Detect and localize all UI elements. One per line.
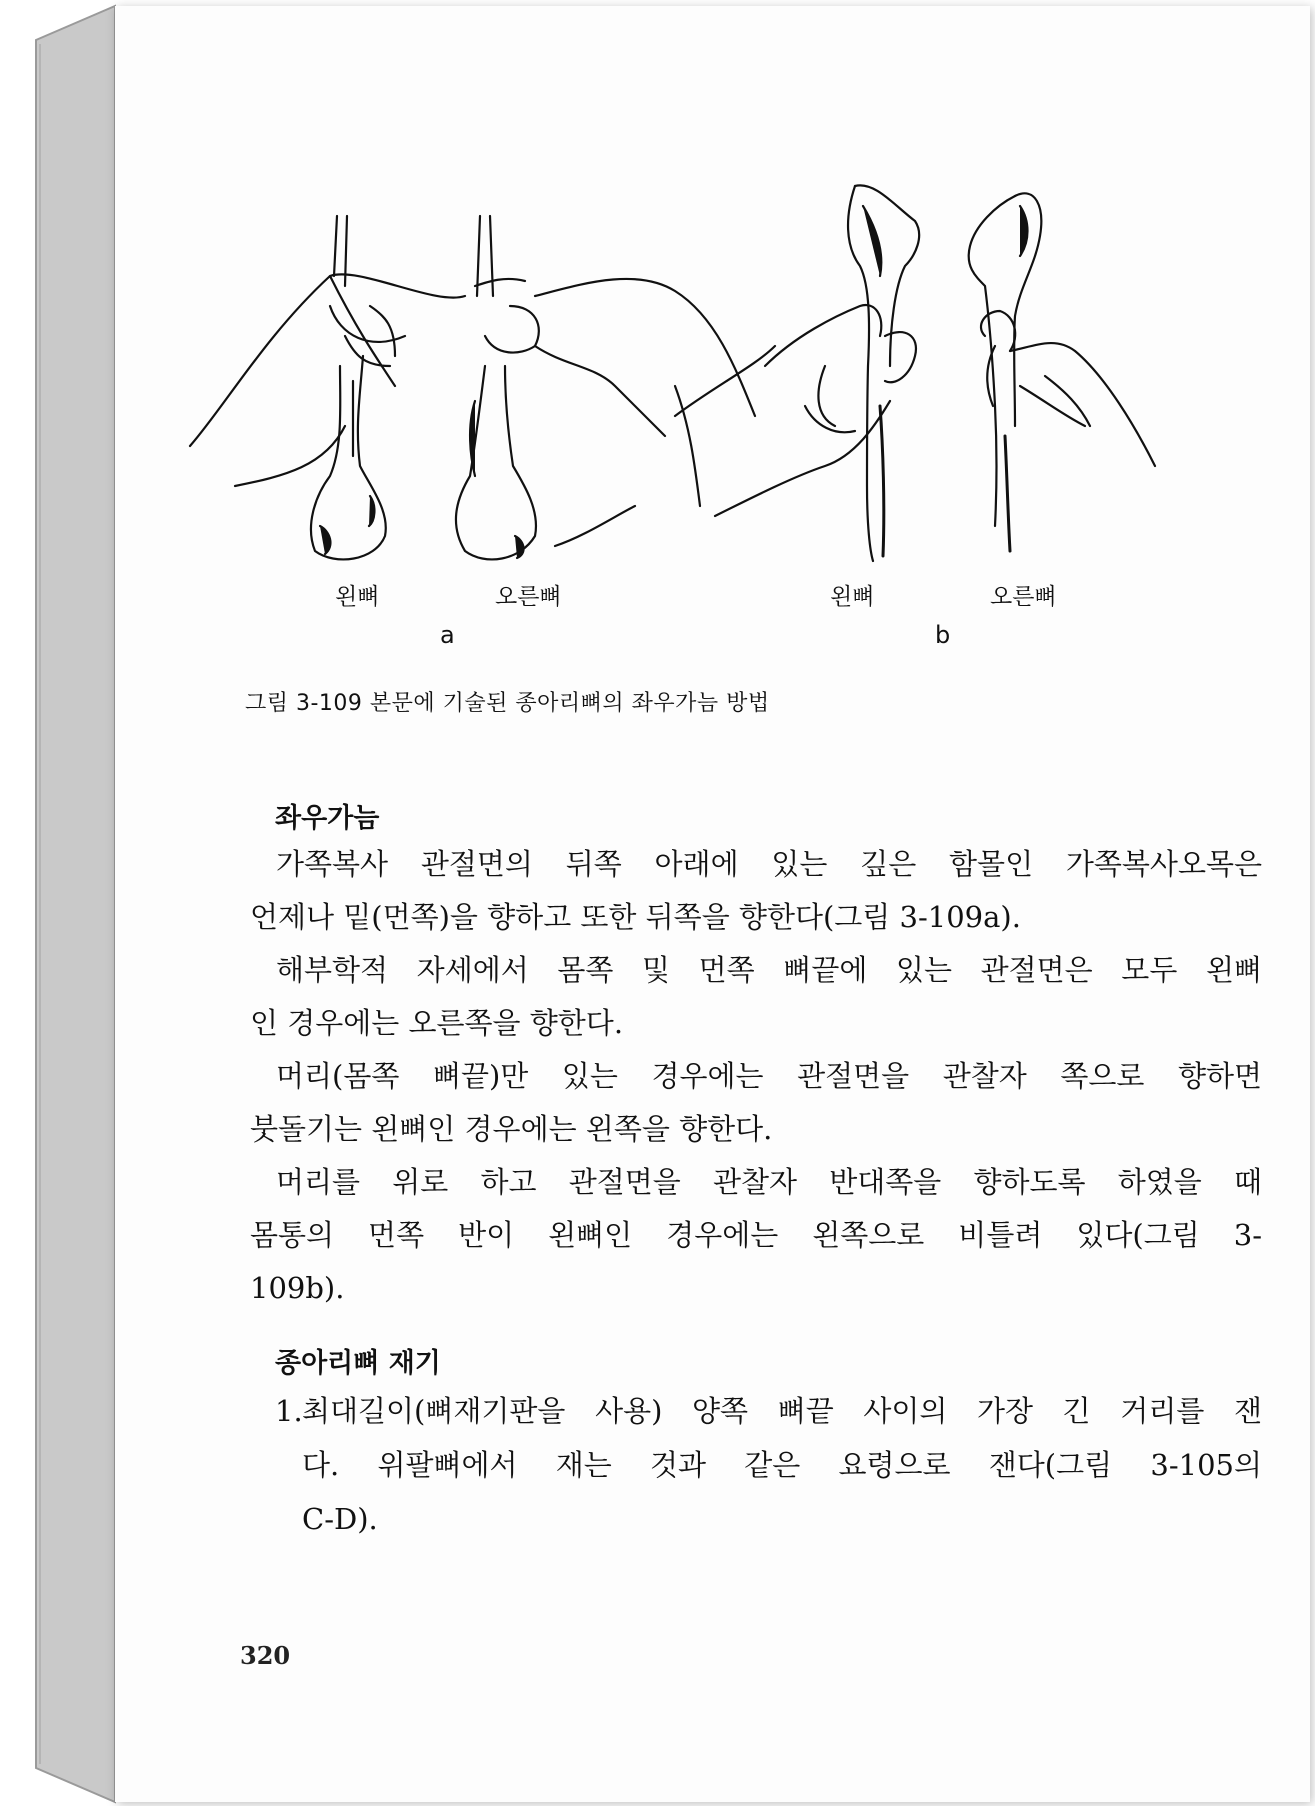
- figure-a-letter: a: [440, 621, 455, 649]
- paragraph-3: [250, 1050, 1262, 1156]
- list-item-1: [250, 1384, 1262, 1554]
- paragraph-3-line-1: 머리(몸쪽 뼈끝)만 있는 경우에는 관절면을 관찰자 쪽으로 향하면: [276, 1059, 1262, 1093]
- paragraph-2-line-1: 해부학적 자세에서 몸쪽 및 먼쪽 뼈끝에 있는 관절면은 모두 왼뼈: [276, 953, 1262, 987]
- page-number: 320: [240, 1641, 291, 1670]
- paragraph-2-line-2: 인 경우에는 오른쪽을 향한다.: [250, 1006, 624, 1040]
- figure-b-left-label: 왼뼈: [830, 584, 875, 610]
- figure-b-letter: b: [935, 621, 951, 649]
- list-item-1-line-3: C-D).: [302, 1502, 378, 1536]
- paragraph-4-line-2: 몸통의 먼쪽 반이 왼뼈인 경우에는 왼쪽으로 비틀려 있다(그림 3-: [250, 1218, 1262, 1252]
- paragraph-4: [250, 1156, 1262, 1315]
- paragraph-1-line-2: 언제나 밑(먼쪽)을 향하고 또한 뒤쪽을 향한다(그림 3-109a).: [250, 900, 1021, 934]
- figure-a-left-illustration: [190, 216, 465, 559]
- paragraph-4-line-1: 머리를 위로 하고 관절면을 관찰자 반대쪽을 향하도록 하였을 때: [276, 1165, 1262, 1199]
- paragraph-1: [250, 838, 1262, 944]
- paragraph-1-line-1: 가쪽복사 관절면의 뒤쪽 아래에 있는 깊은 함몰인 가쪽복사오목은: [276, 847, 1262, 881]
- section-heading-fibula-measurement: 종아리뼈 재기: [275, 1348, 441, 1379]
- figure-a-right-label: 오른뼈: [495, 584, 562, 610]
- book-page: [115, 6, 1310, 1802]
- figure-b-left-illustration: [675, 185, 919, 561]
- paragraph-2: [250, 944, 1262, 1050]
- section-heading-side-determination: 좌우가늠: [275, 803, 380, 834]
- paragraph-3-line-2: 붓돌기는 왼뼈인 경우에는 왼쪽을 향한다.: [250, 1112, 773, 1146]
- figure-a-left-label: 왼뼈: [335, 584, 380, 610]
- paragraph-4-line-3: 109b).: [250, 1271, 345, 1305]
- figure-b-right-illustration: [969, 193, 1155, 551]
- list-item-1-line-1: 최대길이(뼈재기판을 사용) 양쪽 뼈끝 사이의 가장 긴 거리를 잰: [302, 1394, 1262, 1428]
- figure-a-right-illustration: [456, 216, 755, 559]
- list-item-1-number: 1.: [275, 1394, 303, 1428]
- book-spine: [0, 0, 130, 1806]
- figure-caption: 그림 3-109 본문에 기술된 종아리뼈의 좌우가늠 방법: [245, 691, 770, 716]
- list-item-1-body: [302, 1384, 1262, 1546]
- list-item-1-line-2: 다. 위팔뼈에서 재는 것과 같은 요령으로 잰다(그림 3-105의: [302, 1448, 1262, 1482]
- figure-b-right-label: 오른뼈: [990, 584, 1057, 610]
- fibula-figure: [115, 6, 1310, 726]
